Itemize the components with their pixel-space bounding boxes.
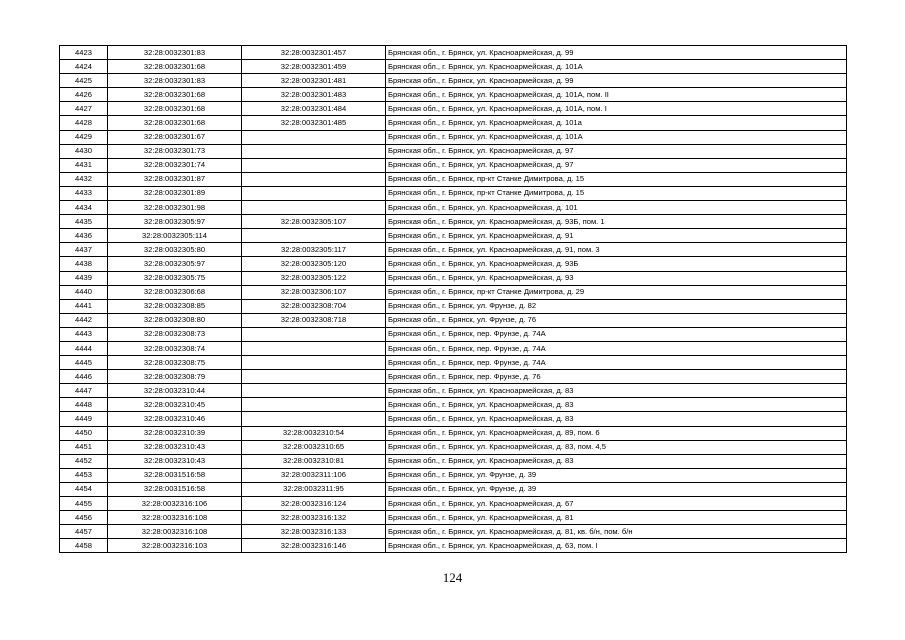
address-cell: Брянская обл., г. Брянск, ул. Фрунзе, д. 76 — [386, 313, 847, 327]
object-cadastral-number-cell: 32:28:0032301:483 — [242, 88, 386, 102]
cadastral-number-cell: 32:28:0032301:68 — [108, 88, 242, 102]
object-cadastral-number-cell: 32:28:0032310:65 — [242, 440, 386, 454]
object-cadastral-number-cell — [242, 370, 386, 384]
object-cadastral-number-cell — [242, 356, 386, 370]
table-row — [60, 102, 847, 116]
object-cadastral-number-cell — [242, 172, 386, 186]
table-row — [60, 158, 847, 172]
address-cell: Брянская обл., г. Брянск, ул. Красноармейская, д. 93Б, пом. 1 — [386, 215, 847, 229]
cadastral-number-cell: 32:28:0032301:68 — [108, 102, 242, 116]
object-cadastral-number-cell: 32:28:0032301:459 — [242, 60, 386, 74]
cadastral-number-cell: 32:28:0032305:114 — [108, 229, 242, 243]
row-number-cell: 4449 — [60, 412, 108, 426]
address-cell: Брянская обл., г. Брянск, ул. Красноармейская, д. 101А — [386, 60, 847, 74]
row-number-cell: 4440 — [60, 285, 108, 299]
address-cell: Брянская обл., г. Брянск, ул. Красноармейская, д. 101А, пом. I — [386, 102, 847, 116]
address-cell: Брянская обл., г. Брянск, пр-кт Станке Димитрова, д. 29 — [386, 285, 847, 299]
cadastral-number-cell: 32:28:0032301:83 — [108, 46, 242, 60]
cadastral-number-cell: 32:28:0032310:43 — [108, 440, 242, 454]
object-cadastral-number-cell: 32:28:0032305:122 — [242, 271, 386, 285]
row-number-cell: 4454 — [60, 482, 108, 496]
cadastral-number-cell: 32:28:0032308:74 — [108, 341, 242, 355]
address-cell: Брянская обл., г. Брянск, ул. Красноармейская, д. 81, кв. б/н, пом. б/н — [386, 525, 847, 539]
address-cell: Брянская обл., г. Брянск, пр-кт Станке Димитрова, д. 15 — [386, 186, 847, 200]
cadastral-number-cell: 32:28:0032308:79 — [108, 370, 242, 384]
object-cadastral-number-cell: 32:28:0032316:133 — [242, 525, 386, 539]
table-row — [60, 74, 847, 88]
table-row — [60, 497, 847, 511]
row-number-cell: 4444 — [60, 341, 108, 355]
table-row — [60, 398, 847, 412]
table-row — [60, 243, 847, 257]
address-cell: Брянская обл., г. Брянск, ул. Красноармейская, д. 101а — [386, 116, 847, 130]
table-row — [60, 116, 847, 130]
address-cell: Брянская обл., г. Брянск, ул. Красноармейская, д. 101А — [386, 130, 847, 144]
row-number-cell: 4455 — [60, 497, 108, 511]
table-row — [60, 511, 847, 525]
row-number-cell: 4438 — [60, 257, 108, 271]
cadastral-number-cell: 32:28:0032301:73 — [108, 144, 242, 158]
cadastral-number-cell: 32:28:0032316:108 — [108, 525, 242, 539]
object-cadastral-number-cell — [242, 186, 386, 200]
object-cadastral-number-cell — [242, 144, 386, 158]
object-cadastral-number-cell: 32:28:0032305:117 — [242, 243, 386, 257]
address-cell: Брянская обл., г. Брянск, пер. Фрунзе, д. 74А — [386, 341, 847, 355]
table-row — [60, 215, 847, 229]
object-cadastral-number-cell: 32:28:0032308:718 — [242, 313, 386, 327]
address-cell: Брянская обл., г. Брянск, ул. Красноармейская, д. 67 — [386, 497, 847, 511]
row-number-cell: 4445 — [60, 356, 108, 370]
table-row — [60, 257, 847, 271]
address-cell: Брянская обл., г. Брянск, ул. Фрунзе, д. 39 — [386, 468, 847, 482]
table-row — [60, 313, 847, 327]
address-cell: Брянская обл., г. Брянск, пер. Фрунзе, д. 74А — [386, 327, 847, 341]
table-row — [60, 271, 847, 285]
object-cadastral-number-cell: 32:28:0032311:95 — [242, 482, 386, 496]
table-row — [60, 88, 847, 102]
address-cell: Брянская обл., г. Брянск, ул. Красноармейская, д. 83 — [386, 454, 847, 468]
cadastral-number-cell: 32:28:0032308:75 — [108, 356, 242, 370]
table-row — [60, 384, 847, 398]
cadastral-number-cell: 32:28:0032310:44 — [108, 384, 242, 398]
object-cadastral-number-cell — [242, 158, 386, 172]
address-cell: Брянская обл., г. Брянск, ул. Красноармейская, д. 97 — [386, 144, 847, 158]
address-cell: Брянская обл., г. Брянск, ул. Красноармейская, д. 91 — [386, 229, 847, 243]
address-cell: Брянская обл., г. Брянск, ул. Красноармейская, д. 89, пом. 6 — [386, 426, 847, 440]
address-cell: Брянская обл., г. Брянск, ул. Красноармейская, д. 97 — [386, 158, 847, 172]
table-row — [60, 46, 847, 60]
row-number-cell: 4434 — [60, 201, 108, 215]
object-cadastral-number-cell: 32:28:0032301:481 — [242, 74, 386, 88]
row-number-cell: 4450 — [60, 426, 108, 440]
row-number-cell: 4447 — [60, 384, 108, 398]
table-row — [60, 482, 847, 496]
row-number-cell: 4433 — [60, 186, 108, 200]
table-row — [60, 468, 847, 482]
table-row — [60, 201, 847, 215]
row-number-cell: 4423 — [60, 46, 108, 60]
object-cadastral-number-cell: 32:28:0032316:132 — [242, 511, 386, 525]
object-cadastral-number-cell: 32:28:0032305:120 — [242, 257, 386, 271]
row-number-cell: 4425 — [60, 74, 108, 88]
cadastral-number-cell: 32:28:0032305:80 — [108, 243, 242, 257]
object-cadastral-number-cell — [242, 384, 386, 398]
cadastral-number-cell: 32:28:0032301:89 — [108, 186, 242, 200]
address-cell: Брянская обл., г. Брянск, ул. Красноармейская, д. 91, пом. 3 — [386, 243, 847, 257]
table-row — [60, 525, 847, 539]
cadastral-number-cell: 32:28:0031516:58 — [108, 468, 242, 482]
row-number-cell: 4435 — [60, 215, 108, 229]
table-row — [60, 426, 847, 440]
object-cadastral-number-cell — [242, 229, 386, 243]
row-number-cell: 4436 — [60, 229, 108, 243]
row-number-cell: 4443 — [60, 327, 108, 341]
address-cell: Брянская обл., г. Брянск, ул. Красноармейская, д. 83 — [386, 384, 847, 398]
table-row — [60, 539, 847, 553]
cadastral-number-cell: 32:28:0032310:46 — [108, 412, 242, 426]
address-cell: Брянская обл., г. Брянск, ул. Красноармейская, д. 83, пом. 4,5 — [386, 440, 847, 454]
table-row — [60, 341, 847, 355]
object-cadastral-number-cell — [242, 412, 386, 426]
cadastral-number-cell: 32:28:0032308:73 — [108, 327, 242, 341]
table-row — [60, 285, 847, 299]
object-cadastral-number-cell: 32:28:0032301:457 — [242, 46, 386, 60]
cadastral-number-cell: 32:28:0032305:97 — [108, 215, 242, 229]
address-cell: Брянская обл., г. Брянск, ул. Красноармейская, д. 81 — [386, 511, 847, 525]
address-cell: Брянская обл., г. Брянск, ул. Красноармейская, д. 93Б — [386, 257, 847, 271]
property-registry-table — [59, 45, 847, 553]
object-cadastral-number-cell: 32:28:0032316:146 — [242, 539, 386, 553]
row-number-cell: 4432 — [60, 172, 108, 186]
address-cell: Брянская обл., г. Брянск, ул. Красноармейская, д. 99 — [386, 74, 847, 88]
table-row — [60, 454, 847, 468]
object-cadastral-number-cell: 32:28:0032310:54 — [242, 426, 386, 440]
object-cadastral-number-cell — [242, 341, 386, 355]
table-row — [60, 60, 847, 74]
cadastral-number-cell: 32:28:0032310:39 — [108, 426, 242, 440]
address-cell: Брянская обл., г. Брянск, пр-кт Станке Димитрова, д. 15 — [386, 172, 847, 186]
table-row — [60, 186, 847, 200]
cadastral-number-cell: 32:28:0032316:106 — [108, 497, 242, 511]
object-cadastral-number-cell: 32:28:0032306:107 — [242, 285, 386, 299]
cadastral-number-cell: 32:28:0032301:98 — [108, 201, 242, 215]
object-cadastral-number-cell: 32:28:0032301:485 — [242, 116, 386, 130]
address-cell: Брянская обл., г. Брянск, ул. Красноармейская, д. 99 — [386, 46, 847, 60]
table-row — [60, 144, 847, 158]
cadastral-number-cell: 32:28:0032308:85 — [108, 299, 242, 313]
row-number-cell: 4456 — [60, 511, 108, 525]
cadastral-number-cell: 32:28:0032310:43 — [108, 454, 242, 468]
table-row — [60, 370, 847, 384]
object-cadastral-number-cell — [242, 130, 386, 144]
object-cadastral-number-cell — [242, 327, 386, 341]
object-cadastral-number-cell: 32:28:0032316:124 — [242, 497, 386, 511]
row-number-cell: 4426 — [60, 88, 108, 102]
address-cell: Брянская обл., г. Брянск, ул. Красноармейская, д. 63, пом. I — [386, 539, 847, 553]
address-cell: Брянская обл., г. Брянск, пер. Фрунзе, д. 76 — [386, 370, 847, 384]
object-cadastral-number-cell: 32:28:0032305:107 — [242, 215, 386, 229]
object-cadastral-number-cell: 32:28:0032308:704 — [242, 299, 386, 313]
address-cell: Брянская обл., г. Брянск, ул. Красноармейская, д. 83 — [386, 398, 847, 412]
cadastral-number-cell: 32:28:0032301:74 — [108, 158, 242, 172]
row-number-cell: 4428 — [60, 116, 108, 130]
cadastral-number-cell: 32:28:0032301:68 — [108, 60, 242, 74]
row-number-cell: 4431 — [60, 158, 108, 172]
table-row — [60, 172, 847, 186]
cadastral-number-cell: 32:28:0032306:68 — [108, 285, 242, 299]
address-cell: Брянская обл., г. Брянск, ул. Красноармейская, д. 101А, пом. II — [386, 88, 847, 102]
cadastral-number-cell: 32:28:0032305:97 — [108, 257, 242, 271]
table-row — [60, 229, 847, 243]
address-cell: Брянская обл., г. Брянск, ул. Красноармейская, д. 101 — [386, 201, 847, 215]
cadastral-number-cell: 32:28:0032301:68 — [108, 116, 242, 130]
cadastral-number-cell: 32:28:0032316:103 — [108, 539, 242, 553]
cadastral-number-cell: 32:28:0032310:45 — [108, 398, 242, 412]
row-number-cell: 4427 — [60, 102, 108, 116]
table-row — [60, 130, 847, 144]
cadastral-number-cell: 32:28:0032301:87 — [108, 172, 242, 186]
object-cadastral-number-cell — [242, 398, 386, 412]
cadastral-number-cell: 32:28:0032316:108 — [108, 511, 242, 525]
cadastral-number-cell: 32:28:0032308:80 — [108, 313, 242, 327]
row-number-cell: 4439 — [60, 271, 108, 285]
address-cell: Брянская обл., г. Брянск, ул. Красноармейская, д. 83 — [386, 412, 847, 426]
address-cell: Брянская обл., г. Брянск, пер. Фрунзе, д. 74А — [386, 356, 847, 370]
table-row — [60, 327, 847, 341]
table-row — [60, 440, 847, 454]
table-body — [60, 46, 847, 553]
cadastral-number-cell: 32:28:0031516:58 — [108, 482, 242, 496]
page-number: 124 — [442, 570, 463, 585]
cadastral-number-cell: 32:28:0032301:83 — [108, 74, 242, 88]
row-number-cell: 4429 — [60, 130, 108, 144]
row-number-cell: 4430 — [60, 144, 108, 158]
row-number-cell: 4424 — [60, 60, 108, 74]
row-number-cell: 4448 — [60, 398, 108, 412]
table-row — [60, 412, 847, 426]
cadastral-number-cell: 32:28:0032305:75 — [108, 271, 242, 285]
row-number-cell: 4452 — [60, 454, 108, 468]
row-number-cell: 4446 — [60, 370, 108, 384]
row-number-cell: 4457 — [60, 525, 108, 539]
address-cell: Брянская обл., г. Брянск, ул. Красноармейская, д. 93 — [386, 271, 847, 285]
address-cell: Брянская обл., г. Брянск, ул. Фрунзе, д. 39 — [386, 482, 847, 496]
object-cadastral-number-cell: 32:28:0032301:484 — [242, 102, 386, 116]
row-number-cell: 4451 — [60, 440, 108, 454]
object-cadastral-number-cell: 32:28:0032310:81 — [242, 454, 386, 468]
row-number-cell: 4437 — [60, 243, 108, 257]
cadastral-number-cell: 32:28:0032301:67 — [108, 130, 242, 144]
row-number-cell: 4453 — [60, 468, 108, 482]
object-cadastral-number-cell: 32:28:0032311:106 — [242, 468, 386, 482]
row-number-cell: 4458 — [60, 539, 108, 553]
table-row — [60, 299, 847, 313]
row-number-cell: 4441 — [60, 299, 108, 313]
address-cell: Брянская обл., г. Брянск, ул. Фрунзе, д. 82 — [386, 299, 847, 313]
object-cadastral-number-cell — [242, 201, 386, 215]
row-number-cell: 4442 — [60, 313, 108, 327]
table-row — [60, 356, 847, 370]
